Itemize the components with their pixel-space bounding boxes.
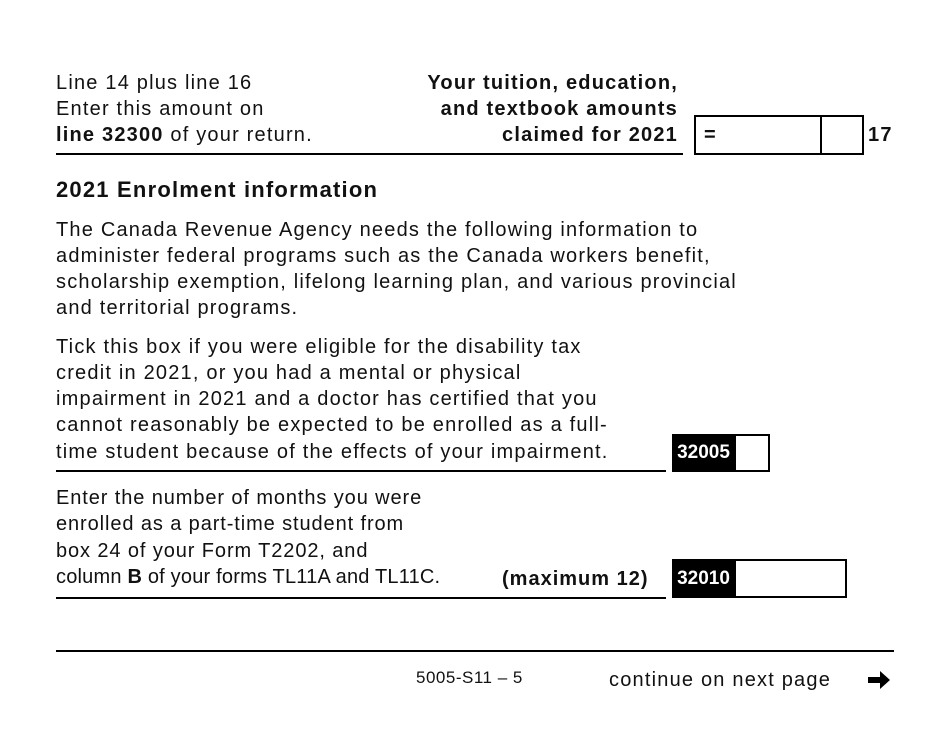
disability-underline xyxy=(56,470,666,472)
months-column-post: of your forms TL11A and TL11C. xyxy=(142,566,441,588)
months-text-3: box 24 of your Form T2202, and xyxy=(56,540,369,562)
months-column-b: B xyxy=(127,566,143,588)
line17-left-line3-rest: of your return. xyxy=(163,124,313,146)
line17-right-line3: claimed for 2021 xyxy=(502,124,678,146)
section-heading: 2021 Enrolment information xyxy=(56,177,379,202)
months-column-pre: column xyxy=(56,566,128,588)
line17-right-line1: Your tuition, education, xyxy=(427,72,678,94)
intro-line-4: and territorial programs. xyxy=(56,297,299,319)
line17-left-line2: Enter this amount on xyxy=(56,98,265,120)
arrow-right-icon xyxy=(866,669,892,691)
months-input-field[interactable] xyxy=(734,559,847,598)
months-text-4 xyxy=(56,564,440,590)
code-32010-label: 32010 xyxy=(672,559,735,598)
maximum-note: (maximum 12) xyxy=(502,568,649,590)
line17-underline xyxy=(56,153,683,155)
months-text-1: Enter the number of months you were xyxy=(56,487,423,509)
line17-left-line3 xyxy=(56,122,313,148)
months-text-2: enrolled as a part-time student from xyxy=(56,513,405,535)
months-underline xyxy=(56,597,666,599)
disability-text-2: credit in 2021, or you had a mental or physical xyxy=(56,362,522,384)
disability-text-5: time student because of the effects of your impairment. xyxy=(56,441,609,463)
form-identifier: 5005-S11 – 5 xyxy=(416,668,523,687)
disability-text-3: impairment in 2021 and a doctor has certified that you xyxy=(56,388,598,410)
line17-left-line1: Line 14 plus line 16 xyxy=(56,72,253,94)
equals-sign: = xyxy=(704,124,717,146)
line17-right-line2: and textbook amounts xyxy=(440,98,678,120)
code-32005-label: 32005 xyxy=(672,434,735,472)
disability-checkbox[interactable] xyxy=(734,434,770,472)
disability-text-4: cannot reasonably be expected to be enrolled as a full- xyxy=(56,414,608,436)
cents-divider xyxy=(820,117,822,153)
continue-text: continue on next page xyxy=(609,669,832,691)
line-number-17: 17 xyxy=(868,124,893,146)
intro-line-3: scholarship exemption, lifelong learning plan, and various provincial xyxy=(56,271,737,293)
intro-line-1: The Canada Revenue Agency needs the following information to xyxy=(56,219,699,241)
line17-amount-field[interactable] xyxy=(694,115,864,155)
disability-text-1: Tick this box if you were eligible for the disability tax xyxy=(56,336,582,358)
line-32300-reference: line 32300 xyxy=(56,124,164,146)
intro-line-2: administer federal programs such as the Canada workers benefit, xyxy=(56,245,711,267)
footer-rule xyxy=(56,650,894,652)
